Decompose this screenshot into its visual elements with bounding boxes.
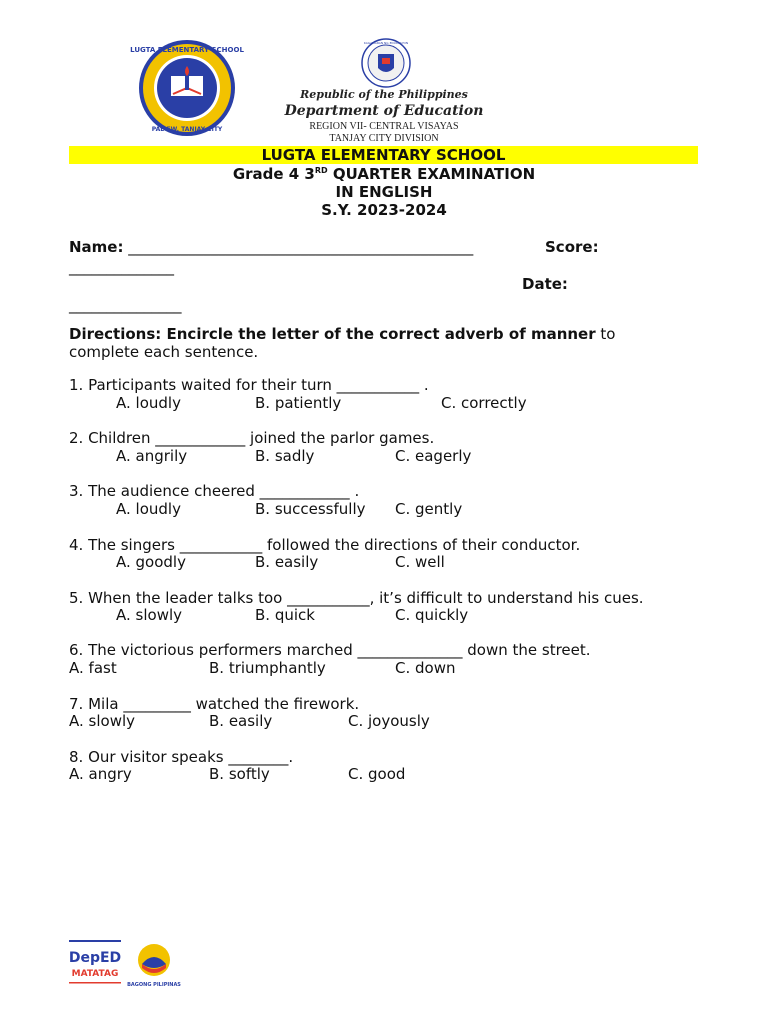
svg-text:DepED: DepED: [68, 950, 122, 966]
option-a[interactable]: A. angry: [69, 765, 132, 783]
question-stem: 1. Participants waited for their turn ___________ .: [69, 376, 429, 394]
date-label: Date:: [522, 275, 568, 293]
option-a[interactable]: A. fast: [69, 659, 117, 677]
option-a[interactable]: A. slowly: [116, 606, 183, 624]
question-stem: 7. Mila _________ watched the firework.: [69, 695, 360, 713]
school-name-banner: LUGTA ELEMENTARY SCHOOL: [69, 146, 698, 164]
option-a[interactable]: A. goodly: [116, 553, 186, 571]
option-b[interactable]: B. triumphantly: [209, 659, 326, 677]
option-b[interactable]: B. patiently: [255, 394, 342, 412]
option-a[interactable]: A. slowly: [69, 712, 136, 730]
exam-title-ordinal: RD: [314, 166, 328, 175]
question-stem: 6. The victorious performers marched ______________ down the street.: [69, 641, 591, 659]
exam-title: [0, 165, 768, 183]
option-c[interactable]: C. correctly: [441, 394, 527, 412]
option-b[interactable]: B. easily: [209, 712, 273, 730]
option-c[interactable]: C. well: [395, 553, 445, 571]
option-c[interactable]: C. quickly: [395, 606, 469, 624]
deped-seal-logo: [356, 38, 416, 88]
bagong-pilipinas-logo: [128, 938, 180, 988]
directions: [69, 325, 689, 361]
svg-text:LUGTA ELEMENTARY SCHOOL: LUGTA ELEMENTARY SCHOOL: [130, 46, 244, 54]
republic-heading: Republic of the Philippines: [300, 88, 468, 101]
svg-text:BAGONG PILIPINAS: BAGONG PILIPINAS: [127, 982, 181, 988]
school-year: S.Y. 2023-2024: [321, 201, 447, 219]
name-row: [69, 238, 473, 256]
deped-matatag-logo: [69, 940, 124, 986]
date-blank[interactable]: _______________: [69, 296, 182, 314]
score-label: Score:: [545, 238, 599, 256]
option-a[interactable]: A. loudly: [116, 500, 181, 518]
option-c[interactable]: C. eagerly: [395, 447, 472, 465]
department-heading: Department of Education: [284, 103, 484, 119]
question-stem: 3. The audience cheered ____________ .: [69, 482, 360, 500]
question-stem: 8. Our visitor speaks ________.: [69, 748, 294, 766]
option-b[interactable]: B. quick: [255, 606, 315, 624]
option-b[interactable]: B. sadly: [255, 447, 315, 465]
question-stem: 5. When the leader talks too ___________, it’s difficult to understand his cues.: [69, 589, 644, 607]
name-blank[interactable]: ______________________________________________: [128, 238, 474, 256]
option-a[interactable]: A. angrily: [116, 447, 188, 465]
directions-rest: to complete each sentence.: [69, 325, 616, 361]
score-blank[interactable]: ______________: [69, 258, 174, 276]
option-b[interactable]: B. softly: [209, 765, 270, 783]
option-c[interactable]: C. good: [348, 765, 406, 783]
option-c[interactable]: C. gently: [395, 500, 463, 518]
directions-label: Directions: [69, 325, 156, 343]
exam-title-suffix: QUARTER EXAMINATION: [327, 165, 536, 183]
question-stem: 4. The singers ___________ followed the directions of their conductor.: [69, 536, 581, 554]
directions-instruction: : Encircle the letter of the correct adverb of manner: [155, 325, 596, 343]
option-c[interactable]: C. joyously: [348, 712, 430, 730]
option-c[interactable]: C. down: [395, 659, 456, 677]
exam-subject: IN ENGLISH: [335, 183, 433, 201]
option-b[interactable]: B. successfully: [255, 500, 366, 518]
exam-title-prefix: Grade 4 3: [232, 165, 315, 183]
svg-text:PAL-EW, TANJAY CITY: PAL-EW, TANJAY CITY: [151, 126, 223, 133]
svg-text:KAGAWARAN NG EDUKASYON: KAGAWARAN NG EDUKASYON: [363, 41, 409, 45]
question-stem: 2. Children ____________ joined the parlor games.: [69, 429, 435, 447]
option-a[interactable]: A. loudly: [116, 394, 181, 412]
option-b[interactable]: B. easily: [255, 553, 319, 571]
svg-text:MATATAG: MATATAG: [71, 969, 119, 979]
region-heading: REGION VII- CENTRAL VISAYAS: [309, 121, 459, 132]
name-label: Name:: [69, 238, 124, 256]
division-heading: TANJAY CITY DIVISION: [329, 133, 439, 144]
